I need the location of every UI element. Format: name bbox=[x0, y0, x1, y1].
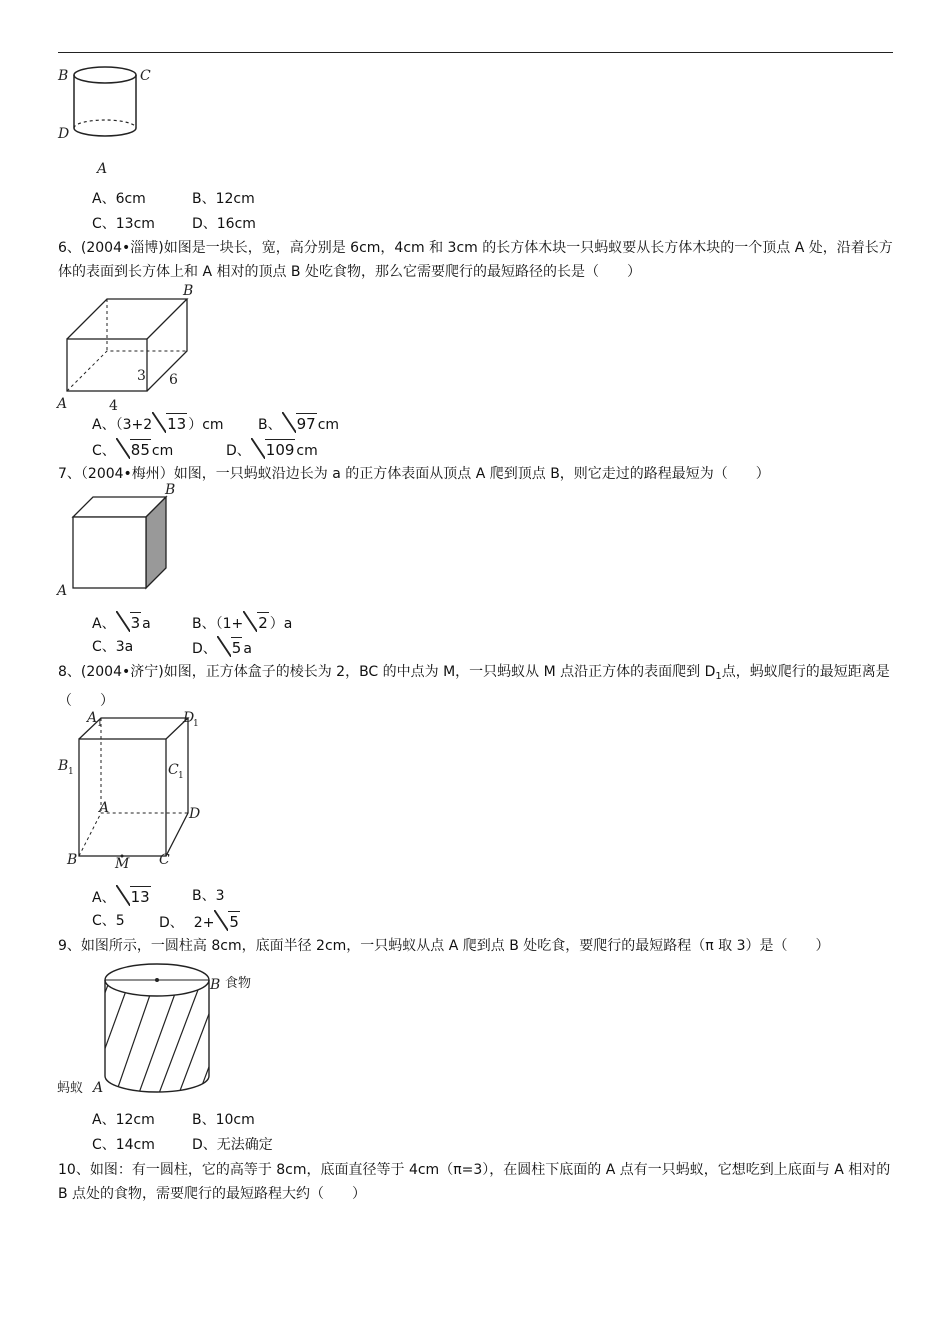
option-b-prefix: B、（1+ bbox=[192, 616, 244, 632]
q5-option-c: C、13cm bbox=[92, 216, 155, 232]
svg-text:1: 1 bbox=[68, 767, 74, 777]
q9-option-c: C、14cm bbox=[92, 1137, 155, 1153]
label-C: C bbox=[140, 68, 151, 84]
cube-figure-q7 bbox=[55, 482, 185, 600]
label-A1: A bbox=[87, 710, 98, 726]
q8-option-c: C、5 bbox=[92, 913, 125, 929]
label-food: 食物 bbox=[225, 976, 252, 991]
sqrt-radical: 2 bbox=[243, 612, 269, 634]
sqrt-radical: 109 bbox=[251, 439, 296, 461]
svg-text:1: 1 bbox=[178, 771, 184, 781]
q6-option-b bbox=[258, 413, 339, 435]
q8-option-a bbox=[92, 886, 152, 908]
svg-text:1: 1 bbox=[97, 719, 103, 729]
cube-figure-q8 bbox=[55, 708, 215, 870]
cylinder-figure-q9 bbox=[55, 956, 275, 1104]
label-B1: B bbox=[58, 758, 69, 774]
q9-option-b: B、10cm bbox=[192, 1112, 255, 1128]
svg-text:1: 1 bbox=[193, 719, 199, 729]
q7-option-d bbox=[192, 637, 252, 659]
label-length: 6 bbox=[169, 372, 178, 388]
label-D1: D bbox=[183, 710, 195, 726]
q7-option-b bbox=[192, 612, 292, 634]
label-ant: 蚂蚁 bbox=[57, 1081, 84, 1096]
option-d-term: 2+ bbox=[193, 915, 215, 931]
label-C1: C bbox=[168, 762, 179, 778]
option-b-suffix: ）a bbox=[269, 616, 293, 632]
sqrt-radical: 13 bbox=[116, 886, 151, 908]
header-rule bbox=[58, 52, 893, 53]
option-b-suffix: cm bbox=[317, 417, 340, 433]
label-B: B bbox=[165, 482, 176, 498]
option-d-suffix: cm bbox=[296, 443, 318, 459]
q9-text: 9、如图所示，一圆柱高 8cm，底面半径 2cm，一只蚂蚁从点 A 爬到点 B 处吃食，要爬行的最短路程（π 取 3）是（ ） bbox=[58, 938, 830, 954]
q6-option-a bbox=[92, 413, 224, 435]
option-a-suffix: a bbox=[142, 616, 151, 632]
option-a-prefix: A、（3+2 bbox=[92, 417, 153, 433]
q7-text: 7、（2004•梅州）如图，一只蚂蚁沿边长为 a 的正方体表面从顶点 A 爬到顶点 B，则它走过的路程最短为（ ） bbox=[58, 466, 770, 482]
q8-option-d bbox=[159, 911, 241, 933]
q8-text: 8、(2004•济宁)如图，正方体盒子的棱长为 2，BC 的中点为 M，一只蚂蚁从 M 点沿正方体的表面爬到 $D_1$点，蚂蚁爬行的最短距离是（ ） bbox=[58, 664, 890, 709]
q7-option-c: C、3a bbox=[92, 639, 134, 655]
option-a-suffix: ）cm bbox=[188, 417, 224, 433]
sqrt-radical: 97 bbox=[282, 413, 317, 435]
q9-option-d: D、无法确定 bbox=[192, 1137, 273, 1153]
q6-option-c bbox=[92, 439, 173, 461]
label-A: A bbox=[97, 161, 108, 177]
option-a-prefix: A、 bbox=[92, 890, 116, 906]
q6-option-d bbox=[226, 439, 318, 461]
sqrt-radical: 3 bbox=[116, 612, 142, 634]
label-B: B bbox=[183, 283, 194, 299]
label-M: M bbox=[115, 856, 130, 870]
q5-option-b: B、12cm bbox=[192, 191, 255, 207]
label-A: A bbox=[93, 1080, 104, 1096]
q5-option-d: D、16cm bbox=[192, 216, 256, 232]
label-D: D bbox=[58, 126, 70, 142]
label-A: A bbox=[99, 800, 110, 816]
label-A: A bbox=[57, 583, 68, 599]
q10-text: 10、如图：有一圆柱，它的高等于 8cm，底面直径等于 4cm（π=3），在圆柱下底面的 A 点有一只蚂蚁，它想吃到上底面与 A 相对的 B 点处的食物，需要爬行的最短路程大约（ ） bbox=[58, 1162, 891, 1202]
q6-text: 6、(2004•淄博)如图是一块长，宽，高分别是 6cm，4cm 和 3cm 的长方体木块一只蚂蚁要从长方体木块的一个顶点 A 处，沿着长方体的表面到长方体上和 A 相对的顶点 B 处吃食物，那么它需要爬行的最短路径的长是（ ） bbox=[58, 240, 893, 280]
option-d-suffix: a bbox=[243, 641, 252, 657]
sqrt-radical: 5 bbox=[214, 911, 240, 933]
label-B: B bbox=[58, 68, 69, 84]
option-d-prefix: D、 bbox=[192, 641, 217, 657]
option-d-prefix: D、 bbox=[159, 915, 184, 931]
cylinder-figure-q5 bbox=[55, 60, 165, 180]
option-c-prefix: C、 bbox=[92, 443, 116, 459]
option-d-prefix: D、 bbox=[226, 443, 251, 459]
option-b-prefix: B、 bbox=[258, 417, 282, 433]
sqrt-radical: 85 bbox=[116, 439, 151, 461]
q8-option-b: B、3 bbox=[192, 888, 225, 904]
label-height: 3 bbox=[137, 368, 146, 384]
q9-option-a: A、12cm bbox=[92, 1112, 155, 1128]
box-figure-q6 bbox=[55, 283, 215, 413]
q5-option-a: A、6cm bbox=[92, 191, 146, 207]
option-c-suffix: cm bbox=[151, 443, 174, 459]
label-C: C bbox=[159, 852, 170, 868]
label-D: D bbox=[189, 806, 201, 822]
label-A: A bbox=[57, 396, 68, 412]
label-width: 4 bbox=[109, 398, 118, 413]
sqrt-radical: 5 bbox=[217, 637, 243, 659]
label-B: B bbox=[67, 852, 78, 868]
option-a-prefix: A、 bbox=[92, 616, 116, 632]
sqrt-radical: 13 bbox=[152, 413, 187, 435]
q7-option-a bbox=[92, 612, 151, 634]
label-B: B bbox=[210, 977, 221, 993]
